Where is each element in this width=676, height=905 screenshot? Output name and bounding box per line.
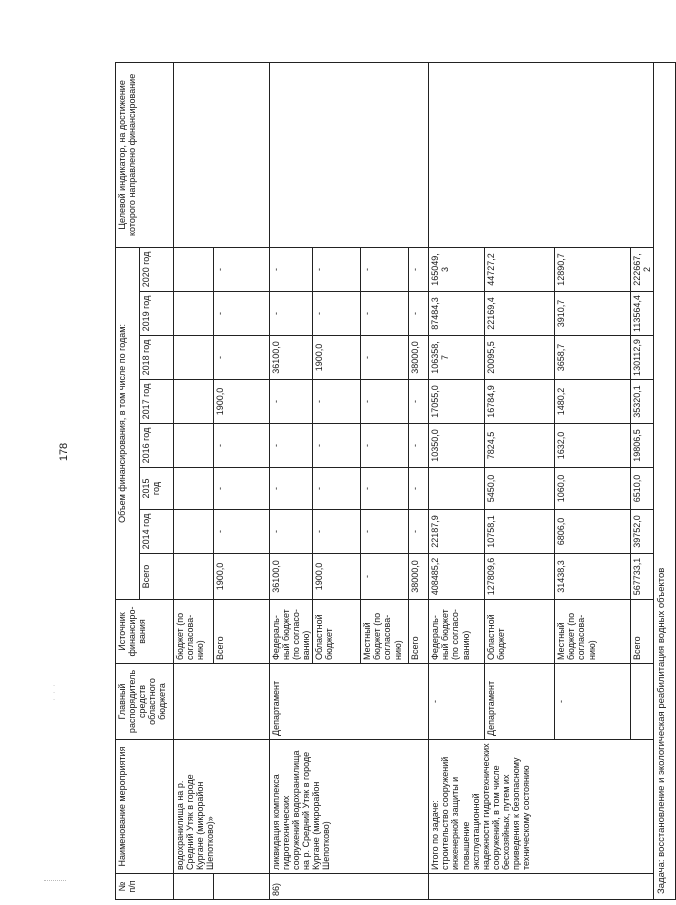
header-2017: 2017 год	[140, 380, 174, 424]
rotated-table-container	[115, 63, 668, 900]
cell-2016: 19806,5	[631, 424, 654, 468]
cell-2016: -	[313, 424, 361, 468]
cell-2014	[174, 510, 214, 554]
cell-source: Федераль-ный бюджет (по согласо-ванию)	[270, 600, 313, 664]
cell-2019: 3910,7	[555, 292, 631, 336]
cell-num: 86)	[270, 874, 429, 900]
cell-2016: -	[214, 424, 270, 468]
cell-2019: -	[313, 292, 361, 336]
cell-num	[429, 874, 654, 900]
cell-2014: -	[270, 510, 313, 554]
cell-total: 567733,1	[631, 554, 654, 600]
cell-2019: 22169,4	[485, 292, 555, 336]
cell-2016: 1632,0	[555, 424, 631, 468]
cell-2019: 87484,3	[429, 292, 485, 336]
cell-total: 38000,0	[409, 554, 429, 600]
cell-2020: -	[270, 247, 313, 291]
cell-2015: -	[270, 468, 313, 510]
cell-2019: -	[270, 292, 313, 336]
cell-2019: -	[214, 292, 270, 336]
cell-2020: 44727,2	[485, 247, 555, 291]
cell-total: 1900,0	[214, 554, 270, 600]
cell-manager	[631, 664, 654, 740]
cell-target	[174, 62, 270, 247]
cell-source: Всего	[409, 600, 429, 664]
cell-2017: 1480,2	[555, 380, 631, 424]
cell-2015: 5450,0	[485, 468, 555, 510]
header-volume: Объем финансирования, в том числе по годам:	[116, 247, 140, 599]
cell-2014: 22187,9	[429, 510, 485, 554]
scan-artifact-line	[44, 880, 66, 884]
cell-2020: -	[313, 247, 361, 291]
cell-2015: -	[409, 468, 429, 510]
cell-name: Итого по задаче: строительство сооружений инженерной защиты и повышение эксплуатационной надежности гидротехнических сооружений, в том числе бесхозяйных, путем их приведения к безопасному техническому состоянию	[429, 740, 654, 874]
cell-2017: 35320,1	[631, 380, 654, 424]
cell-2018: 38000,0	[409, 336, 429, 380]
cell-2016: -	[361, 424, 409, 468]
cell-name: ликвидация комплекса гидротехнических сооружений водохранилища на р. Средний Утяк в городе Кургане (микрорайон Шепотково)	[270, 740, 429, 874]
cell-target	[429, 62, 654, 247]
cell-2016: -	[270, 424, 313, 468]
cell-source: Местный бюджет (по согласова-нию)	[361, 600, 409, 664]
header-2019: 2019 год	[140, 292, 174, 336]
header-2014: 2014 год	[140, 510, 174, 554]
cell-total: 1900,0	[313, 554, 361, 600]
cell-total: 127809,6	[485, 554, 555, 600]
header-row-1	[116, 62, 140, 899]
cell-2020: 222667,2	[631, 247, 654, 291]
cell-2017: 1900,0	[214, 380, 270, 424]
cell-2018: 1900,0	[313, 336, 361, 380]
cell-2018: -	[214, 336, 270, 380]
table-row	[174, 62, 214, 899]
page-number: 178	[58, 442, 70, 462]
header-target: Целевой индикатор, на достижение которого направлено финансирование	[116, 62, 174, 247]
cell-source: Областной бюджет	[485, 600, 555, 664]
cell-source: Федераль-ный бюджет (по согласо-ванию)	[429, 600, 485, 664]
cell-2017: -	[270, 380, 313, 424]
cell-2018: 3658,7	[555, 336, 631, 380]
cell-2016: 7824,5	[485, 424, 555, 468]
cell-2017: -	[313, 380, 361, 424]
cell-2019: -	[409, 292, 429, 336]
cell-total: 36100,0	[270, 554, 313, 600]
cell-2014: 6806,0	[555, 510, 631, 554]
cell-2018: 36100,0	[270, 336, 313, 380]
cell-manager: Департамент	[485, 664, 555, 740]
cell-2020: 12890,7	[555, 247, 631, 291]
cell-total: -	[361, 554, 409, 600]
header-2020: 2020 год	[140, 247, 174, 291]
cell-2020	[174, 247, 214, 291]
cell-2015: -	[214, 468, 270, 510]
cell-num	[174, 874, 214, 900]
cell-total	[174, 554, 214, 600]
cell-2020: -	[409, 247, 429, 291]
cell-2018	[174, 336, 214, 380]
cell-manager: -	[429, 664, 485, 740]
cell-2017: -	[409, 380, 429, 424]
header-num: № п/п	[116, 874, 174, 900]
cell-2015	[174, 468, 214, 510]
cell-2016: 10350,0	[429, 424, 485, 468]
table-row	[429, 62, 485, 899]
cell-2015: -	[361, 468, 409, 510]
cell-2018: 106358,7	[429, 336, 485, 380]
task-band-row	[654, 62, 676, 899]
cell-source: Местный бюджет (по согласова-нию)	[555, 600, 631, 664]
cell-source: Всего	[631, 600, 654, 664]
cell-2017	[174, 380, 214, 424]
cell-2017: 17055,0	[429, 380, 485, 424]
header-manager: Главный распорядитель средств областного бюджета	[116, 664, 174, 740]
cell-2018: -	[361, 336, 409, 380]
table-row	[270, 62, 313, 899]
cell-total: 31438,3	[555, 554, 631, 600]
financing-table	[115, 62, 676, 900]
cell-2014: -	[361, 510, 409, 554]
cell-2020: -	[214, 247, 270, 291]
cell-2014: -	[313, 510, 361, 554]
cell-2020: 165049,3	[429, 247, 485, 291]
cell-2017: -	[361, 380, 409, 424]
cell-source: Всего	[214, 600, 270, 664]
task-band: Задача: восстановление и экологическая реабилитация водных объектов	[654, 62, 676, 899]
cell-2016: -	[409, 424, 429, 468]
cell-2019	[174, 292, 214, 336]
cell-2018: 130112,9	[631, 336, 654, 380]
cell-2014: 10758,1	[485, 510, 555, 554]
cell-target	[270, 62, 429, 247]
cell-manager: Департамент	[270, 664, 429, 740]
header-total: Всего	[140, 554, 174, 600]
cell-2014: 39752,0	[631, 510, 654, 554]
scan-artifact: · · ·	[49, 683, 59, 701]
cell-manager: -	[555, 664, 631, 740]
cell-2017: 16784,9	[485, 380, 555, 424]
cell-source: бюджет (по согласова-нию)	[174, 600, 214, 664]
cell-2015: 1060,0	[555, 468, 631, 510]
cell-total: 408485,2	[429, 554, 485, 600]
cell-2018: 20095,5	[485, 336, 555, 380]
cell-2014: -	[409, 510, 429, 554]
cell-2015: 6510,0	[631, 468, 654, 510]
cell-2019: 113564,4	[631, 292, 654, 336]
cell-2015	[429, 468, 485, 510]
cell-name: водохранилища на р. Средний Утяк в городе Кургане (микрорайон Шепотково)»	[174, 740, 270, 874]
cell-num	[214, 874, 270, 900]
header-name: Наименование мероприятия	[116, 740, 174, 874]
cell-2014: -	[214, 510, 270, 554]
cell-source: Областной бюджет	[313, 600, 361, 664]
cell-2020: -	[361, 247, 409, 291]
header-source: Источник финансиро-вания	[116, 600, 174, 664]
header-2016: 2016 год	[140, 424, 174, 468]
cell-2016	[174, 424, 214, 468]
header-2018: 2018 год	[140, 336, 174, 380]
header-2015: 2015 год	[140, 468, 174, 510]
cell-manager	[174, 664, 270, 740]
cell-2015: -	[313, 468, 361, 510]
cell-2019: -	[361, 292, 409, 336]
